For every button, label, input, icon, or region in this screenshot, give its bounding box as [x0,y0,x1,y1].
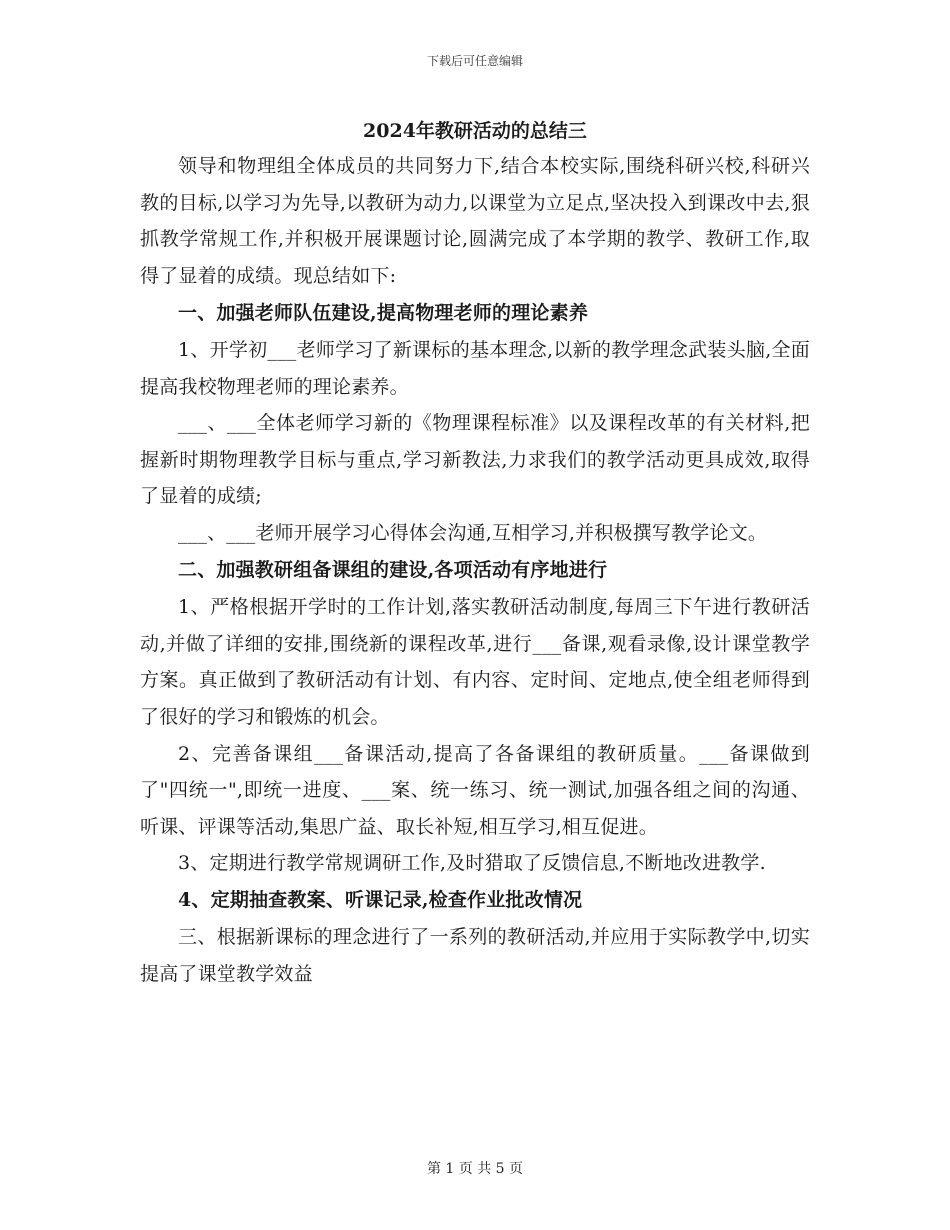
paragraph: 1、开学初___老师学习了新课标的基本理念,以新的教学理念武装头脑,全面提高我校物理老师的理论素养。 [140,338,810,398]
paragraph: ___、___全体老师学习新的《物理课程标准》以及课程改革的有关材料,把握新时期物理教学目标与重点,学习新教法,力求我们的教学活动更具成效,取得了显着的成绩; [140,412,810,508]
paragraph: 1、严格根据开学时的工作计划,落实教研活动制度,每周三下午进行教研活动,并做了详细的安排,围绕新的课程改革,进行___备课,观看录像,设计课堂教学方案。真正做到了教研活动有计划、有内容、定时间、定地点,使全组老师得到了很好的学习和锻炼的机会。 [140,596,810,728]
document-title: 2024年教研活动的总结三 [363,120,587,142]
header-note: 下载后可任意编辑 [426,54,523,68]
paragraph: 2、完善备课组___备课活动,提高了各备课组的教研质量。___备课做到了"四统一",即统一进度、___案、统一练习、统一测试,加强各组之间的沟通、听课、评课等活动,集思广益、取长补短,相互学习,相互促进。 [140,742,810,838]
paragraph: 3、定期进行教学常规调研工作,及时猎取了反馈信息,不断地改进教学. [178,852,766,875]
section-heading-2: 二、加强教研组备课组的建设,各项活动有序地进行 [178,559,608,582]
sub-heading-4: 4、定期抽查教案、听课记录,检查作业批改情况 [178,889,583,912]
section-heading-1: 一、加强老师队伍建设,提高物理老师的理论素养 [178,301,589,324]
document-body [140,148,810,993]
paragraph-intro: 领导和物理组全体成员的共同努力下,结合本校实际,围绕科研兴校,科研兴教的目标,以学习为先导,以教研为动力,以课堂为立足点,坚决投入到课改中去,狠抓教学常规工作,并积极开展课题讨论,圆满完成了本学期的教学、教研工作,取得了显着的成绩。现总结如下: [140,155,810,287]
paragraph: ___、___老师开展学习心得体会沟通,互相学习,并积极撰写教学论文。 [178,521,768,544]
page-footer: 第 1 页 共 5 页 [426,1161,524,1177]
paragraph: 三、根据新课标的理念进行了一系列的教研活动,并应用于实际教学中,切实提高了课堂教学效益 [140,926,810,986]
